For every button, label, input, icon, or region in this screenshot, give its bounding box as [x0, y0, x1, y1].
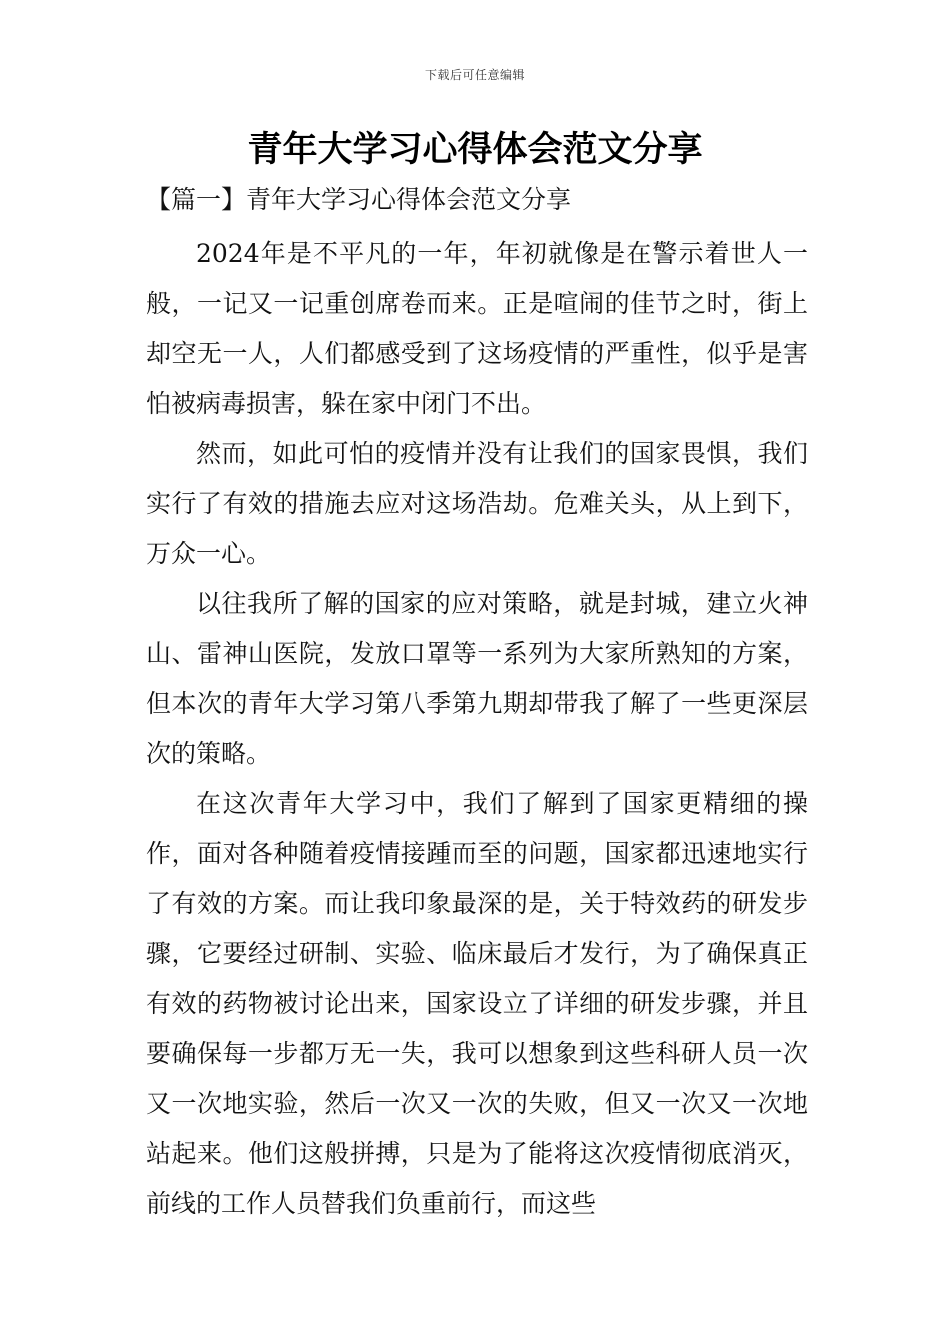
- section-heading: 【篇一】青年大学习心得体会范文分享: [146, 185, 572, 214]
- paragraph-1: 2024年是不平凡的一年，年初就像是在警示着世人一般，一记又一记重创席卷而来。正是喧闹的佳节之时，街上却空无一人，人们都感受到了这场疫情的严重性，似乎是害怕被病毒损害，躲在家中闭门不出。: [146, 239, 808, 418]
- body-text: [146, 229, 808, 1229]
- header-note: 下载后可任意编辑: [424, 68, 525, 82]
- paragraph-2: 然而，如此可怕的疫情并没有让我们的国家畏惧，我们实行了有效的措施去应对这场浩劫。危难关头，从上到下，万众一心。: [146, 439, 808, 568]
- paragraph-3: 以往我所了解的国家的应对策略，就是封城，建立火神山、雷神山医院，发放口罩等一系列为大家所熟知的方案，但本次的青年大学习第八季第九期却带我了解了一些更深层次的策略。: [146, 589, 808, 768]
- document-title: 青年大学习心得体会范文分享: [247, 130, 703, 170]
- paragraph-4: 在这次青年大学习中，我们了解到了国家更精细的操作，面对各种随着疫情接踵而至的问题，国家都迅速地实行了有效的方案。而让我印象最深的是，关于特效药的研发步骤，它要经过研制、实验、临床最后才发行，为了确保真正有效的药物被讨论出来，国家设立了详细的研发步骤，并且要确保每一步都万无一失，我可以想象到这些科研人员一次又一次地实验，然后一次又一次的失败，但又一次又一次地站起来。他们这般拼搏，只是为了能将这次疫情彻底消灭，前线的工作人员替我们负重前行，而这些: [146, 789, 808, 1218]
